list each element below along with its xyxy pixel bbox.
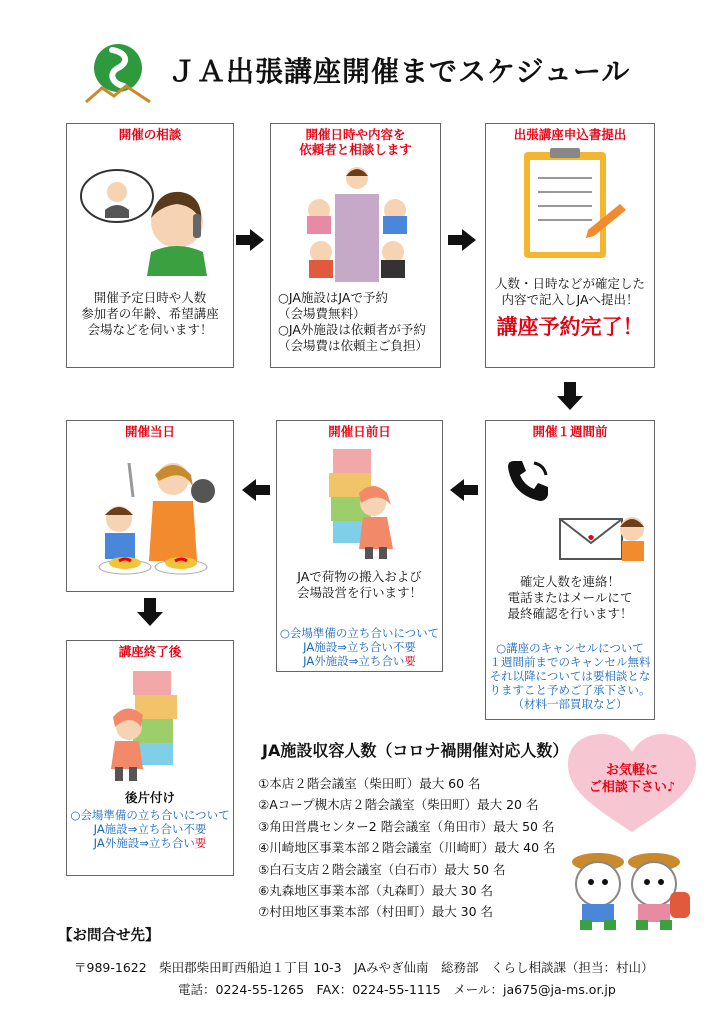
arrow-left-icon (448, 478, 480, 502)
step-consultation-box (66, 123, 234, 368)
step-title: 開催日前日 (328, 424, 391, 439)
step-body (277, 569, 442, 601)
note-text: JA外施設⇒立ち合い (303, 654, 405, 668)
note-required-mark: 要 (194, 836, 207, 850)
step-planning-box (270, 123, 441, 368)
title-line: 依頼者と相談します (299, 142, 412, 157)
list-item: ①本店２階会議室（柴田町）最大 60 名 (258, 776, 481, 791)
step-one-week-before-box (485, 420, 655, 720)
note-line: ○会場準備の立ち合いについて (279, 626, 440, 640)
message-line: お気軽に (605, 763, 658, 778)
setup-attendance-note (277, 626, 442, 668)
step-body (486, 276, 654, 308)
body-line: （会場費無料） (278, 306, 366, 321)
list-item: ⑥丸森地区事業本部（丸森町）最大 30 名 (258, 883, 494, 899)
mascot-characters-icon (558, 846, 694, 932)
step-title: 講座終了後 (118, 644, 182, 659)
list-item: ⑦村田地区事業本部（村田町）最大 30 名 (258, 904, 494, 920)
body-line: 内容で記入しJAへ提出！ (501, 292, 639, 307)
body-line: 会場設営を行います！ (296, 585, 422, 600)
arrow-right-icon (446, 228, 478, 252)
phone-call-illustration-icon (77, 166, 227, 276)
capacity-list (258, 773, 556, 923)
step-title (271, 127, 440, 157)
note-line: それ以降については要相談とな (489, 669, 651, 683)
step-after-event-box (66, 640, 234, 876)
note-line (277, 654, 442, 668)
body-line: ○JA施設はJAで予約 (278, 290, 388, 305)
contact-phone-email: 電話：0224-55-1265 FAX：0224-55-1115 メール：ja675@ja-ms.or.jp (178, 982, 616, 997)
list-item: ②Aコープ槻木店２階会議室（柴田町）最大 20 名 (258, 797, 539, 813)
note-line (67, 836, 233, 850)
body-line: （会場費は依頼主ご負担） (278, 338, 429, 353)
page-title: ＪＡ出張講座開催までスケジュール (168, 55, 631, 88)
consult-message (574, 762, 690, 796)
setup-attendance-note (67, 808, 233, 850)
note-line: りますこと予めご了承下さい。 (489, 683, 651, 697)
capacity-title: JA施設収容人数（コロナ禍開催対応人数） (262, 741, 569, 760)
note-line: ○会場準備の立ち合いについて (70, 808, 230, 822)
cooking-class-illustration-icon (89, 457, 217, 579)
phone-icon (506, 457, 552, 503)
note-line: JA施設⇒立ち合い不要 (303, 640, 416, 654)
carrying-boxes-illustration-icon (103, 665, 193, 783)
reservation-complete-text: 講座予約完了！ (496, 315, 644, 339)
step-day-before-box (276, 420, 443, 672)
note-line: １週間前までのキャンセル無料 (489, 655, 651, 669)
step-title: 開催１週間前 (532, 424, 608, 439)
step-application-box (485, 123, 655, 368)
body-line: 最終確認を行います！ (507, 606, 633, 621)
body-line: 開催予定日時や人数 (93, 290, 207, 305)
arrow-left-icon (240, 478, 272, 502)
step-title: 開催当日 (124, 424, 175, 439)
message-line: ご相談下さい♪ (588, 780, 676, 795)
step-body (278, 290, 428, 354)
application-form-icon (518, 148, 628, 264)
note-line: ○講座のキャンセルについて (496, 641, 644, 655)
step-event-day-box (66, 420, 234, 592)
body-line: 確定人数を連絡！ (519, 574, 620, 589)
list-item: ④川崎地区事業本部２階会議室（川崎町）最大 40 名 (258, 840, 556, 856)
ja-logo-icon (82, 38, 154, 108)
meeting-people-illustration-icon (301, 164, 413, 282)
step-title: 開催の相談 (118, 127, 182, 142)
body-line: 人数・日時などが確定した (494, 276, 645, 291)
title-line: 開催日時や内容を (305, 127, 406, 142)
list-item: ③角田営農センター2 階会議室（角田市）最大 50 名 (258, 818, 555, 834)
step-body: 後片付け (124, 790, 175, 805)
cancellation-note (486, 641, 654, 711)
contact-heading: 【お問合せ先】 (58, 928, 160, 944)
note-text: JA外施設⇒立ち合い (93, 836, 195, 850)
step-body (67, 290, 233, 338)
body-line: 参加者の年齢、希望講座 (81, 306, 219, 321)
note-line: JA施設⇒立ち合い不要 (93, 822, 207, 836)
body-line: 会場などを伺います！ (87, 322, 213, 337)
arrow-down-icon (136, 596, 164, 628)
note-line: （材料一部買取など） (512, 697, 628, 711)
step-title: 出張講座申込書提出 (513, 127, 627, 142)
body-line: ○JA外施設は依頼者が予約 (278, 322, 426, 337)
body-line: JAで荷物の搬入および (297, 569, 422, 584)
list-item: ⑤白石支店２階会議室（白石市）最大 50 名 (258, 861, 506, 877)
contact-address: 〒989-1622 柴田郡柴田町西船迫１丁目 10-3 JAみやぎ仙南 総務部 くらし相談課（担当：村山） (74, 960, 654, 975)
arrow-down-icon (556, 380, 584, 412)
body-line: 電話またはメールにて (507, 590, 633, 605)
step-body (486, 574, 654, 622)
mail-envelope-icon (558, 509, 650, 565)
note-required-mark: 要 (404, 654, 416, 668)
arrow-right-icon (234, 228, 266, 252)
carrying-boxes-illustration-icon (317, 445, 407, 561)
